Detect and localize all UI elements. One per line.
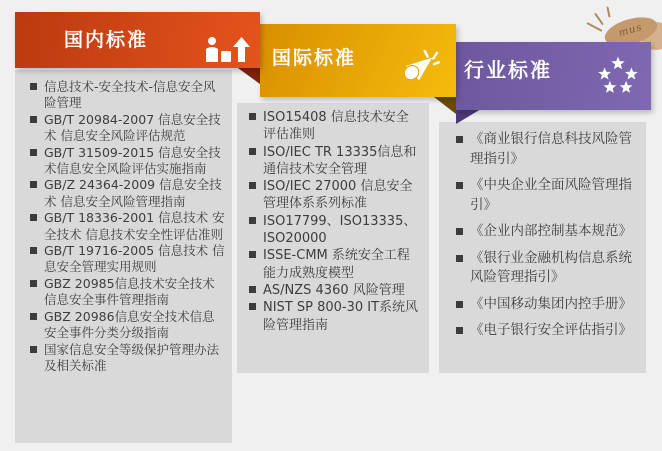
standard-item: 《商业银行信息科技风险管理指引》 xyxy=(455,130,638,169)
standard-item: GBZ 20985信息技术安全技术信息安全事件管理指南 xyxy=(29,276,226,309)
ribbon-fold-international xyxy=(434,97,456,114)
domestic-standards-list xyxy=(15,70,232,374)
panel-international-standards xyxy=(237,103,429,373)
header-domestic-title: 国内标准 xyxy=(64,29,149,51)
header-industry-title: 行业标准 xyxy=(464,58,552,82)
watermark-stroke xyxy=(606,6,610,17)
standard-item: GB/T 19716-2005 信息技术 信息安全管理实用规则 xyxy=(29,243,226,276)
standard-item: ISO17799、ISO13335、ISO20000 xyxy=(248,213,421,248)
standard-item: ISO/IEC 27000 信息安全管理体系系列标准 xyxy=(248,178,421,213)
header-international-title: 国际标准 xyxy=(272,47,357,69)
standard-item: 《电子银行安全评估指引》 xyxy=(455,321,638,341)
standard-item: GB/Z 24364-2009 信息安全技术 信息安全风险管理指南 xyxy=(29,177,226,210)
standard-item: GB/T 20984-2007 信息安全技术 信息安全风险评估规范 xyxy=(29,112,226,145)
standard-item: ISO/IEC TR 13335信息和通信技术安全管理 xyxy=(248,144,421,179)
standard-item: 信息技术-安全技术-信息安全风险管理 xyxy=(29,79,226,112)
standard-item: 国家信息安全等级保护管理办法及相关标准 xyxy=(29,342,226,375)
panel-industry-standards xyxy=(439,122,646,373)
header-industry-standards xyxy=(456,42,651,110)
international-standards-list xyxy=(237,103,429,334)
ribbon-fold-domestic xyxy=(238,68,260,84)
standard-item: GB/T 31509-2015 信息安全技术信息安全风险评估实施指南 xyxy=(29,145,226,178)
industry-standards-list xyxy=(439,122,646,341)
standard-item: NIST SP 800-30 IT系统风险管理指南 xyxy=(248,299,421,334)
watermark-stroke xyxy=(594,13,604,26)
watermark-text: mus xyxy=(617,21,644,40)
megaphone-icon xyxy=(400,50,440,84)
standard-item: AS/NZS 4360 风险管理 xyxy=(248,282,421,299)
five-stars-icon xyxy=(597,55,639,97)
standard-item: GBZ 20986信息安全技术信息安全事件分类分级指南 xyxy=(29,309,226,342)
standard-item: GB/T 18336-2001 信息技术 安全技术 信息技术安全性评估准则 xyxy=(29,210,226,243)
standard-item: 《中国移动集团内控手册》 xyxy=(455,295,638,315)
person-growth-chart-icon xyxy=(204,36,252,66)
header-domestic-standards xyxy=(15,12,260,68)
header-international-standards xyxy=(260,24,456,97)
standard-item: 《银行业金融机构信息系统风险管理指引》 xyxy=(455,249,638,288)
standard-item: 《企业内部控制基本规范》 xyxy=(455,222,638,242)
standard-item: 《中央企业全面风险管理指引》 xyxy=(455,176,638,215)
standard-item: ISO15408 信息技术安全评估准则 xyxy=(248,109,421,144)
standard-item: ISSE-CMM 系统安全工程能力成熟度模型 xyxy=(248,247,421,282)
panel-domestic-standards xyxy=(15,70,232,443)
